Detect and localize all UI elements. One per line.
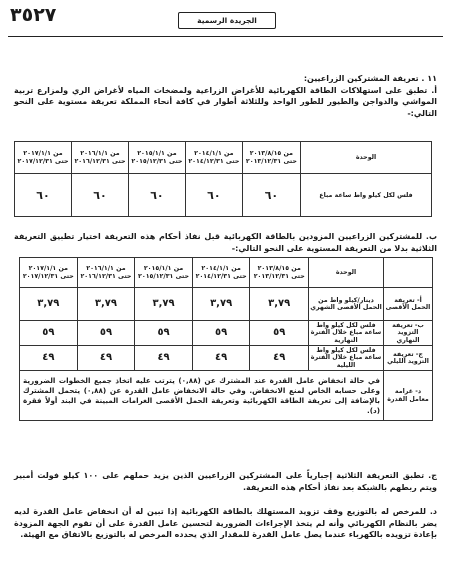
value-cell: ٦٠ xyxy=(242,174,300,217)
paragraph-a: أ. تطبق على استهلاكات الطاقة الكهربائية للأغراض الزراعية ولمضخات المياه لأغراض الري ولمزارع تربية المواشي والدواجن والطيور للطور الواحد وللثلاثة أطوار في كافة أنحاء المملكة تعريفة مستوية على النحو التالي:- xyxy=(14,85,437,118)
value-cell: ٥٩ xyxy=(135,321,193,346)
row-label: ب- تعريفة التزويد النهاري xyxy=(384,321,433,346)
row-label: أ- تعريفة الحمل الأقصى xyxy=(384,288,433,321)
value-cell: ٣,٧٩ xyxy=(192,288,250,321)
unit-cell: فلس لكل كيلو واط ساعة مباع خلال الفترة الليلية xyxy=(309,346,384,371)
value-cell: ٦٠ xyxy=(72,174,129,217)
section-11-title: ١١ . تعريفة المشتركين الزراعيين: xyxy=(303,74,437,83)
value-cell: ٤٩ xyxy=(77,346,135,371)
value-cell: ٦٠ xyxy=(128,174,185,217)
unit-cell: فلس لكل كيلو واط ساعة مباع xyxy=(301,174,432,217)
value-cell: ٣,٧٩ xyxy=(250,288,309,321)
table-row xyxy=(20,288,433,321)
header-period: من ٢٠١٣/٨/١٥ حتى ٢٠١٣/١٢/٣١ xyxy=(250,258,309,288)
header-unit: الوحدة xyxy=(301,142,432,174)
header-period: من ٢٠١٣/٨/١٥ حتى ٢٠١٣/١٢/٣١ xyxy=(242,142,300,174)
value-cell: ٥٩ xyxy=(77,321,135,346)
value-cell: ٣,٧٩ xyxy=(20,288,78,321)
header-rule xyxy=(8,36,443,37)
value-cell: ٥٩ xyxy=(20,321,78,346)
table-row xyxy=(20,371,433,421)
header-period: من ٢٠١٦/١/١ حتى ٢٠١٦/١٢/٣١ xyxy=(77,258,135,288)
row-label: د- غرامة معامل القدرة xyxy=(384,371,433,421)
value-cell: ٤٩ xyxy=(192,346,250,371)
header-period: من ٢٠١٤/١/١ حتى ٢٠١٤/١٢/٣١ xyxy=(185,142,242,174)
table-header-row xyxy=(20,258,433,288)
header-label xyxy=(384,258,433,288)
header-unit: الوحدة xyxy=(309,258,384,288)
value-cell: ٦٠ xyxy=(15,174,72,217)
header-period: من ٢٠١٦/١/١ حتى ٢٠١٦/١٢/٣١ xyxy=(72,142,129,174)
table-row xyxy=(20,346,433,371)
value-cell: ٥٩ xyxy=(250,321,309,346)
paragraph-d: د. للمرخص له بالتوزيع وقف تزويد المستهلك بالطاقة الكهربائية إذا تبين له أن انخفاض عامل القدرة لديه يضر بالنظام الكهربائي وأنه لم يتخذ الإجراءات الضرورية لتحسين عامل القدرة على أن تقوم الجهة المزودة بإعادة تزويده بالكهرباء عندما يصل عامل القدرة للمقدار الذي يحدده المرخص له بالتوزيع بالاتفاق مع الهيئة. xyxy=(14,507,437,539)
table-row xyxy=(15,174,432,217)
header-period: من ٢٠١٤/١/١ حتى ٢٠١٤/١٢/٣١ xyxy=(192,258,250,288)
row-label: ج- تعريفة التزويد الليلي xyxy=(384,346,433,371)
unit-cell: دينار/كيلو واط من الحمل الأقصى الشهري xyxy=(309,288,384,321)
penalty-text: في حالة انخفاض عامل القدرة عند المشترك عن (٠,٨٨) يترتب عليه اتخاذ جميع الخطوات الضرورية وعلى حسابه الخاص لمنع الانخفاض. وفي حالة الانخفاض عامل القدرة عن (٠,٨٨) يتحمل المشترك بالإضافة إلى تعريفة الطاقة الكهربائية وتعريفة الحمل الأقصى الغرامات المبينة في البند أولاً فقرة (د). xyxy=(20,371,384,421)
header-period: من ٢٠١٥/١/١ حتى ٢٠١٥/١٢/٣١ xyxy=(128,142,185,174)
value-cell: ٤٩ xyxy=(250,346,309,371)
section-11 xyxy=(14,73,437,119)
page-number: ٣٥٢٧ xyxy=(10,4,57,26)
paragraph-c: ج. تطبق التعريفة الثلاثية إجبارياً على المشتركين الزراعيين الذين يزيد حملهم على ١٠٠ كيلو فولت أمبير ويتم ربطهم بالشبكة بعد نفاذ أحكام هذه التعريفة. xyxy=(14,471,437,492)
header-period: من ٢٠١٧/١/١ حتى ٢٠١٧/١٢/٣١ xyxy=(15,142,72,174)
value-cell: ٥٩ xyxy=(192,321,250,346)
value-cell: ٣,٧٩ xyxy=(77,288,135,321)
gazette-title-box: الجريدة الرسمية xyxy=(178,12,276,29)
header-period: من ٢٠١٧/١/١ حتى ٢٠١٧/١٢/٣١ xyxy=(20,258,78,288)
table-row xyxy=(20,321,433,346)
value-cell: ٤٩ xyxy=(135,346,193,371)
value-cell: ٦٠ xyxy=(185,174,242,217)
table-header-row xyxy=(15,142,432,174)
value-cell: ٤٩ xyxy=(20,346,78,371)
unit-cell: فلس لكل كيلو واط ساعة مباع خلال الفترة النهارية xyxy=(309,321,384,346)
value-cell: ٣,٧٩ xyxy=(135,288,193,321)
header-period: من ٢٠١٥/١/١ حتى ٢٠١٥/١٢/٣١ xyxy=(135,258,193,288)
paragraph-b: ب. للمشتركين الزراعيين المزودين بالطاقة الكهربائية قبل نفاذ أحكام هذه التعريفة اختيار تطبيق التعريفة الثلاثية بدلا من التعريفة المستوية على النحو التالي:- xyxy=(14,232,437,253)
flat-tariff-table xyxy=(14,141,432,217)
three-part-tariff-table xyxy=(19,257,433,421)
